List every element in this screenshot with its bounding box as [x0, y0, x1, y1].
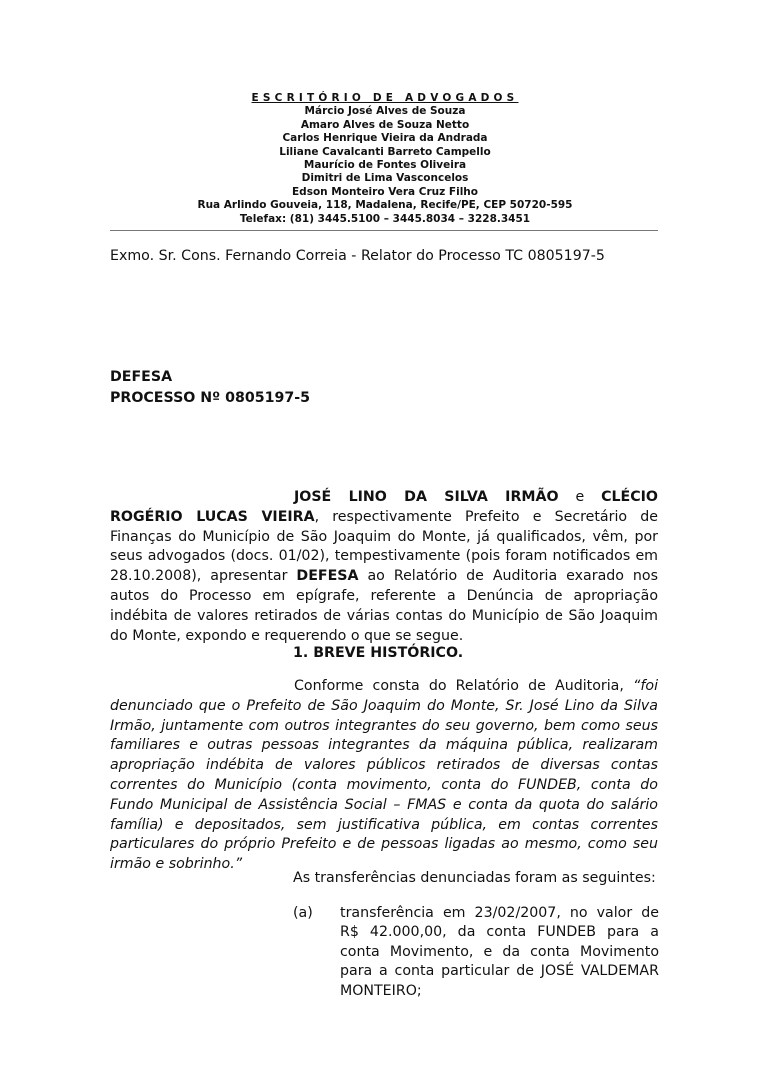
- transfers-intro: As transferências denunciadas foram as seguintes:: [293, 870, 656, 886]
- lawyer-name: Edson Monteiro Vera Cruz Filho: [292, 185, 478, 198]
- firm-address: Rua Arlindo Gouveia, 118, Madalena, Recife/PE, CEP 50720-595: [197, 199, 573, 212]
- lawyer-name: Dimitri de Lima Vasconcelos: [301, 172, 469, 185]
- lawyer-name: Carlos Henrique Vieira da Andrada: [282, 132, 488, 145]
- quote-paragraph: Conforme consta do Relatório de Auditoria, “foi denunciado que o Prefeito de São Joaquim do Monte, Sr. José Lino da Silva Irmão, juntamente com outros integrantes do seu governo, bem como seus familiares e outras pessoas integrantes da máquina pública, realizaram apropriação indébita de valores públicos retirados de diversas contas correntes do Município (conta movimento, conta do FUNDEB, conta do Fundo Municipal de Assistência Social – FMAS e conta da quota do salário família) e depositados, sem justificativa pública, em contas correntes particulares do próprio Prefeito e de pessoas ligadas ao mesmo, como seu irmão e sobrinho.”: [110, 678, 659, 873]
- defendant-name-2-cont: ROGÉRIO LUCAS VIEIRA: [110, 508, 315, 525]
- addressee-line: Exmo. Sr. Cons. Fernando Correia - Relator do Processo TC 0805197-5: [110, 248, 605, 264]
- item-label: (a): [293, 905, 313, 921]
- letterhead: [110, 92, 660, 226]
- lawyer-name: Maurício de Fontes Oliveira: [303, 159, 467, 172]
- defendant-name-1: JOSÉ LINO DA SILVA IRMÃO: [294, 489, 559, 505]
- firm-name: ESCRITÓRIO DE ADVOGADOS: [251, 92, 519, 104]
- document-heading: [110, 367, 310, 409]
- document-title: DEFESA: [110, 369, 173, 385]
- lawyer-name: Amaro Alves de Souza Netto: [300, 118, 470, 131]
- defesa-keyword: DEFESA: [296, 568, 359, 585]
- process-number: PROCESSO Nº 0805197-5: [110, 390, 310, 406]
- item-text: transferência em 23/02/2007, no valor de R$ 42.000,00, da conta FUNDEB para a conta Movimento, e da conta Movimento para a conta particular de JOSÉ VALDEMAR MONTEIRO;: [340, 905, 659, 999]
- lawyer-name: Márcio José Alves de Souza: [304, 105, 466, 118]
- defendant-name-2: CLÉCIO: [601, 489, 658, 505]
- letterhead-divider: [110, 230, 658, 231]
- lawyer-name: Liliane Cavalcanti Barreto Campello: [279, 145, 491, 158]
- intro-paragraph: JOSÉ LINO DA SILVA IRMÃO e CLÉCIO ROGÉRIO LUCAS VIEIRA, respectivamente Prefeito e Secretário de Finanças do Município de São Joaquim do Monte, já qualificados, vêm, por seus advogados (docs. 01/02), tempestivamente (pois foram notificados em 28.10.2008), apresentar DEFESA ao Relatório de Auditoria exarado nos autos do Processo em epígrafe, referente a Denúncia de apropriação indébita de valores retirados de várias contas do Município de São Joaquim do Monte, expondo e requerendo o que se segue.: [110, 489, 659, 644]
- firm-phones: Telefax: (81) 3445.5100 – 3445.8034 – 3228.3451: [239, 212, 531, 225]
- section-heading: 1. BREVE HISTÓRICO.: [293, 645, 464, 661]
